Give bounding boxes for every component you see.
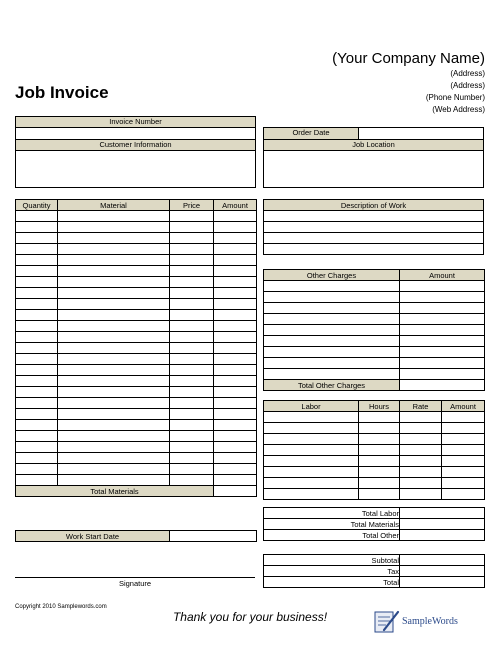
labor-cell[interactable] (264, 445, 359, 456)
materials-row (16, 365, 257, 376)
invoice-number-field[interactable] (16, 128, 255, 140)
materials-cell[interactable] (214, 343, 257, 354)
labor-cell[interactable] (400, 478, 442, 489)
other-charges-row (264, 325, 485, 336)
order-date-field[interactable] (359, 128, 483, 139)
company-name: (Your Company Name) (332, 50, 485, 67)
materials-cell[interactable] (16, 420, 58, 431)
materials-cell[interactable] (58, 354, 170, 365)
materials-cell[interactable] (58, 299, 170, 310)
other-charges-cell[interactable] (264, 336, 400, 347)
materials-cell[interactable] (170, 321, 214, 332)
materials-cell[interactable] (170, 365, 214, 376)
materials-cell[interactable] (16, 222, 58, 233)
other-charges-cell[interactable] (264, 369, 400, 380)
labor-row (264, 445, 485, 456)
materials-cell[interactable] (16, 332, 58, 343)
hours-header: Hours (359, 401, 400, 412)
total-value[interactable] (400, 577, 485, 588)
materials-cell[interactable] (58, 365, 170, 376)
materials-row (16, 332, 257, 343)
materials-cell[interactable] (58, 244, 170, 255)
materials-cell[interactable] (170, 398, 214, 409)
materials-cell[interactable] (58, 475, 170, 486)
tax-value[interactable] (400, 566, 485, 577)
materials-cell[interactable] (170, 354, 214, 365)
materials-cell[interactable] (214, 332, 257, 343)
materials-row (16, 244, 257, 255)
materials-cell[interactable] (214, 376, 257, 387)
work-start-date-field[interactable] (170, 531, 257, 542)
materials-cell[interactable] (58, 431, 170, 442)
materials-cell[interactable] (214, 431, 257, 442)
materials-cell[interactable] (170, 431, 214, 442)
other-charges-cell[interactable] (400, 325, 485, 336)
materials-cell[interactable] (214, 354, 257, 365)
materials-cell[interactable] (16, 299, 58, 310)
description-of-work-table (263, 199, 484, 255)
materials-cell[interactable] (170, 409, 214, 420)
materials-cell[interactable] (214, 387, 257, 398)
materials-cell[interactable] (214, 442, 257, 453)
materials-cell[interactable] (170, 376, 214, 387)
materials-cell[interactable] (16, 211, 58, 222)
materials-cell[interactable] (16, 376, 58, 387)
materials-cell[interactable] (170, 464, 214, 475)
materials-cell[interactable] (16, 453, 58, 464)
other-charges-cell[interactable] (400, 281, 485, 292)
materials-cell[interactable] (58, 310, 170, 321)
materials-row (16, 398, 257, 409)
other-charges-row (264, 281, 485, 292)
work-row (264, 211, 484, 222)
other-charges-cell[interactable] (264, 314, 400, 325)
other-charges-header: Other Charges (264, 270, 400, 281)
other-charges-cell[interactable] (400, 347, 485, 358)
materials-row (16, 464, 257, 475)
materials-cell[interactable] (16, 464, 58, 475)
materials-cell[interactable] (16, 409, 58, 420)
labor-cell[interactable] (264, 489, 359, 500)
materials-cell[interactable] (214, 398, 257, 409)
materials-cell[interactable] (170, 420, 214, 431)
materials-cell[interactable] (58, 222, 170, 233)
job-location-field[interactable] (264, 151, 483, 188)
materials-cell[interactable] (58, 277, 170, 288)
total-labor-value[interactable] (400, 508, 485, 519)
materials-cell[interactable] (170, 310, 214, 321)
total-other-charges-value[interactable] (400, 380, 485, 391)
labor-row (264, 423, 485, 434)
materials-row (16, 277, 257, 288)
materials-cell[interactable] (16, 475, 58, 486)
materials-cell[interactable] (170, 453, 214, 464)
other-charges-cell[interactable] (264, 325, 400, 336)
materials-cell[interactable] (214, 365, 257, 376)
materials-row (16, 211, 257, 222)
materials-row (16, 233, 257, 244)
other-charges-cell[interactable] (400, 314, 485, 325)
labor-cell[interactable] (359, 489, 400, 500)
material-header: Material (58, 200, 170, 211)
other-amount-header: Amount (400, 270, 485, 281)
materials-cell[interactable] (214, 277, 257, 288)
materials-cell[interactable] (170, 299, 214, 310)
labor-cell[interactable] (264, 478, 359, 489)
labor-row (264, 456, 485, 467)
materials-cell[interactable] (16, 233, 58, 244)
labor-cell[interactable] (400, 412, 442, 423)
labor-cell[interactable] (400, 434, 442, 445)
total-labor-label: Total Labor (264, 508, 400, 519)
order-date-header: Order Date (264, 128, 359, 139)
work-cell[interactable] (264, 244, 484, 255)
materials-cell[interactable] (214, 310, 257, 321)
work-row (264, 244, 484, 255)
materials-cell[interactable] (58, 211, 170, 222)
materials-cell[interactable] (58, 453, 170, 464)
other-charges-row (264, 336, 485, 347)
labor-cell[interactable] (442, 445, 485, 456)
signature-label: Signature (118, 579, 152, 588)
labor-header: Labor (264, 401, 359, 412)
materials-cell[interactable] (16, 431, 58, 442)
work-start-date-row (15, 530, 257, 542)
materials-cell[interactable] (58, 376, 170, 387)
materials-cell[interactable] (214, 211, 257, 222)
totals-table (263, 507, 485, 541)
materials-cell[interactable] (16, 398, 58, 409)
materials-table (15, 199, 257, 497)
total-label: Total (264, 577, 400, 588)
other-charges-cell[interactable] (264, 292, 400, 303)
page-title: Job Invoice (15, 83, 109, 102)
materials-cell[interactable] (58, 266, 170, 277)
web-address: (Web Address) (432, 105, 485, 114)
other-charges-row (264, 369, 485, 380)
labor-row (264, 489, 485, 500)
labor-table (263, 400, 485, 500)
materials-row (16, 288, 257, 299)
materials-cell[interactable] (58, 409, 170, 420)
materials-cell[interactable] (170, 475, 214, 486)
address-line-2: (Address) (450, 81, 485, 90)
materials-cell[interactable] (16, 266, 58, 277)
labor-cell[interactable] (400, 467, 442, 478)
work-cell[interactable] (264, 233, 484, 244)
labor-cell[interactable] (442, 478, 485, 489)
materials-row (16, 387, 257, 398)
materials-cell[interactable] (16, 310, 58, 321)
labor-cell[interactable] (400, 456, 442, 467)
materials-cell[interactable] (58, 387, 170, 398)
labor-cell[interactable] (359, 423, 400, 434)
summary-table (263, 554, 485, 588)
description-of-work-header: Description of Work (264, 200, 484, 211)
materials-cell[interactable] (58, 442, 170, 453)
total-materials-label: Total Materials (16, 486, 214, 497)
labor-cell[interactable] (359, 445, 400, 456)
logo-text: SampleWords (402, 616, 458, 627)
work-row (264, 222, 484, 233)
labor-row (264, 478, 485, 489)
labor-cell[interactable] (264, 412, 359, 423)
tax-label: Tax (264, 566, 400, 577)
materials-cell[interactable] (16, 343, 58, 354)
materials-cell[interactable] (214, 233, 257, 244)
total-materials-value[interactable] (214, 486, 257, 497)
materials-cell[interactable] (214, 409, 257, 420)
materials-cell[interactable] (170, 266, 214, 277)
materials-cell[interactable] (58, 464, 170, 475)
signature-line[interactable] (15, 577, 255, 578)
other-charges-cell[interactable] (264, 281, 400, 292)
materials-cell[interactable] (214, 420, 257, 431)
phone-number: (Phone Number) (425, 93, 485, 102)
materials-row (16, 431, 257, 442)
other-charges-row (264, 347, 485, 358)
materials-row (16, 376, 257, 387)
materials-cell[interactable] (58, 343, 170, 354)
pen-icon (372, 608, 402, 636)
copyright-text: Copyright 2010 Samplewords.com (15, 604, 107, 610)
labor-row (264, 434, 485, 445)
materials-row (16, 453, 257, 464)
materials-cell[interactable] (170, 255, 214, 266)
materials-cell[interactable] (16, 277, 58, 288)
customer-block (15, 116, 256, 188)
quantity-header: Quantity (16, 200, 58, 211)
other-charges-table (263, 269, 485, 391)
customer-information-header: Customer Information (16, 140, 255, 151)
price-header: Price (170, 200, 214, 211)
total-other-value[interactable] (400, 530, 485, 541)
materials-cell[interactable] (58, 255, 170, 266)
materials-row (16, 266, 257, 277)
labor-cell[interactable] (400, 445, 442, 456)
labor-cell[interactable] (264, 456, 359, 467)
labor-cell[interactable] (264, 423, 359, 434)
subtotal-label: Subtotal (264, 555, 400, 566)
labor-cell[interactable] (442, 434, 485, 445)
other-charges-cell[interactable] (400, 358, 485, 369)
materials-cell[interactable] (16, 255, 58, 266)
materials-cell[interactable] (170, 244, 214, 255)
materials-row (16, 299, 257, 310)
materials-cell[interactable] (214, 321, 257, 332)
materials-row (16, 354, 257, 365)
total-other-charges-label: Total Other Charges (264, 380, 400, 391)
subtotal-value[interactable] (400, 555, 485, 566)
materials-cell[interactable] (214, 288, 257, 299)
materials-cell[interactable] (214, 222, 257, 233)
thank-you-text: Thank you for your business! (172, 610, 328, 624)
labor-amount-header: Amount (442, 401, 485, 412)
total-other-label: Total Other (264, 530, 400, 541)
other-charges-cell[interactable] (400, 303, 485, 314)
materials-row (16, 222, 257, 233)
materials-cell[interactable] (58, 420, 170, 431)
other-charges-row (264, 314, 485, 325)
materials-row (16, 442, 257, 453)
labor-cell[interactable] (264, 467, 359, 478)
materials-cell[interactable] (214, 475, 257, 486)
materials-cell[interactable] (58, 233, 170, 244)
labor-cell[interactable] (264, 434, 359, 445)
materials-row (16, 343, 257, 354)
materials-row (16, 420, 257, 431)
materials-cell[interactable] (58, 288, 170, 299)
materials-cell[interactable] (170, 343, 214, 354)
invoice-number-header: Invoice Number (16, 117, 255, 128)
materials-cell[interactable] (170, 288, 214, 299)
materials-cell[interactable] (214, 453, 257, 464)
job-location-header: Job Location (264, 140, 483, 151)
materials-cell[interactable] (58, 398, 170, 409)
other-charges-row (264, 358, 485, 369)
work-row (264, 233, 484, 244)
materials-cell[interactable] (170, 211, 214, 222)
labor-row (264, 467, 485, 478)
other-charges-cell[interactable] (264, 347, 400, 358)
labor-cell[interactable] (359, 412, 400, 423)
rate-header: Rate (400, 401, 442, 412)
materials-cell[interactable] (170, 332, 214, 343)
work-cell[interactable] (264, 222, 484, 233)
other-charges-cell[interactable] (400, 292, 485, 303)
samplewords-logo (372, 608, 484, 636)
materials-cell[interactable] (170, 387, 214, 398)
materials-cell[interactable] (16, 288, 58, 299)
address-line-1: (Address) (450, 69, 485, 78)
customer-information-field[interactable] (16, 151, 255, 187)
work-start-date-label: Work Start Date (16, 531, 170, 542)
total-materials-summary-label: Total Materials (264, 519, 400, 530)
materials-cell[interactable] (214, 244, 257, 255)
materials-row (16, 321, 257, 332)
materials-cell[interactable] (214, 266, 257, 277)
materials-cell[interactable] (16, 354, 58, 365)
materials-cell[interactable] (58, 332, 170, 343)
materials-cell[interactable] (214, 299, 257, 310)
materials-row (16, 409, 257, 420)
materials-cell[interactable] (214, 464, 257, 475)
materials-cell[interactable] (214, 255, 257, 266)
other-charges-cell[interactable] (400, 336, 485, 347)
amount-header: Amount (214, 200, 257, 211)
total-materials-summary-value[interactable] (400, 519, 485, 530)
other-charges-cell[interactable] (264, 303, 400, 314)
labor-cell[interactable] (359, 478, 400, 489)
other-charges-cell[interactable] (264, 358, 400, 369)
materials-cell[interactable] (16, 244, 58, 255)
materials-cell[interactable] (170, 442, 214, 453)
materials-cell[interactable] (170, 277, 214, 288)
materials-cell[interactable] (16, 387, 58, 398)
other-charges-row (264, 292, 485, 303)
labor-cell[interactable] (359, 434, 400, 445)
materials-cell[interactable] (16, 442, 58, 453)
materials-cell[interactable] (170, 233, 214, 244)
labor-cell[interactable] (400, 489, 442, 500)
labor-row (264, 412, 485, 423)
other-charges-row (264, 303, 485, 314)
materials-row (16, 255, 257, 266)
materials-cell[interactable] (16, 321, 58, 332)
materials-cell[interactable] (170, 222, 214, 233)
labor-cell[interactable] (442, 423, 485, 434)
work-cell[interactable] (264, 211, 484, 222)
labor-cell[interactable] (442, 467, 485, 478)
labor-cell[interactable] (400, 423, 442, 434)
other-charges-cell[interactable] (400, 369, 485, 380)
labor-cell[interactable] (442, 489, 485, 500)
materials-row (16, 310, 257, 321)
materials-row (16, 475, 257, 486)
job-block (263, 127, 484, 188)
materials-cell[interactable] (58, 321, 170, 332)
labor-cell[interactable] (359, 456, 400, 467)
labor-cell[interactable] (359, 467, 400, 478)
materials-cell[interactable] (16, 365, 58, 376)
labor-cell[interactable] (442, 456, 485, 467)
labor-cell[interactable] (442, 412, 485, 423)
